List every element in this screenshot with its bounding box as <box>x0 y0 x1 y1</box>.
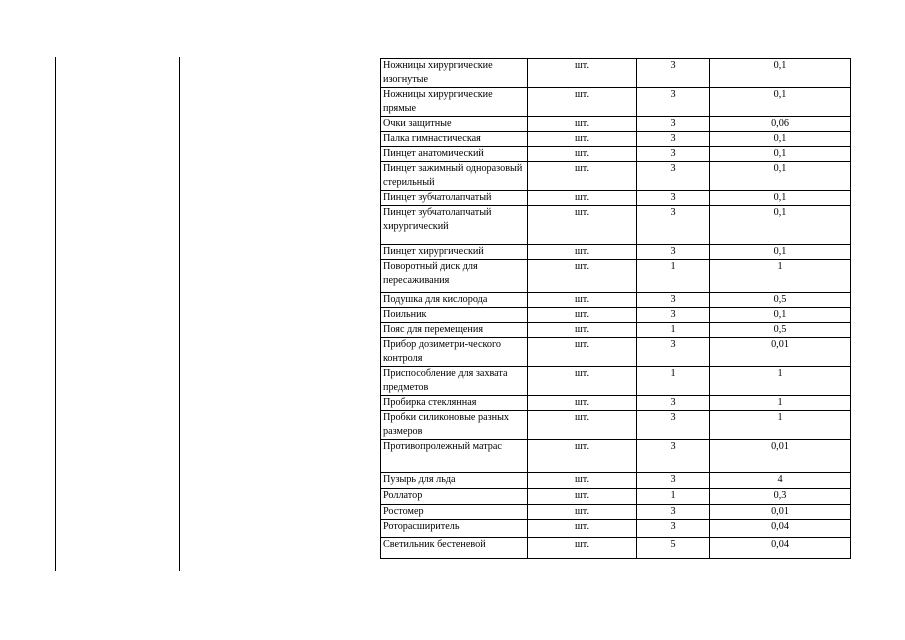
value-cell: 0,01 <box>710 505 851 520</box>
value-cell: 1 <box>710 396 851 411</box>
left-column-border-1 <box>55 57 56 571</box>
unit-cell: шт. <box>528 505 637 520</box>
unit-cell: шт. <box>528 245 637 260</box>
quantity-cell: 3 <box>637 396 710 411</box>
table-row <box>381 367 851 396</box>
value-cell: 1 <box>710 367 851 396</box>
table-row <box>381 147 851 162</box>
quantity-cell: 3 <box>637 245 710 260</box>
table-row <box>381 88 851 117</box>
item-name-cell: Прибор дозиметри-ческого контроля <box>381 338 528 367</box>
value-cell: 0,01 <box>710 338 851 367</box>
unit-cell: шт. <box>528 59 637 88</box>
table-row <box>381 473 851 489</box>
table-row <box>381 260 851 293</box>
table-row <box>381 59 851 88</box>
unit-cell: шт. <box>528 367 637 396</box>
left-column-border-2 <box>179 57 180 571</box>
quantity-cell: 3 <box>637 162 710 191</box>
quantity-cell: 3 <box>637 473 710 489</box>
table-row <box>381 293 851 308</box>
table-row <box>381 206 851 245</box>
unit-cell: шт. <box>528 338 637 367</box>
unit-cell: шт. <box>528 489 637 505</box>
unit-cell: шт. <box>528 260 637 293</box>
item-name-cell: Приспособление для захвата предметов <box>381 367 528 396</box>
table-row <box>381 132 851 147</box>
item-name-cell: Пинцет анатомический <box>381 147 528 162</box>
item-name-cell: Пинцет зубчатолапчатый <box>381 191 528 206</box>
quantity-cell: 3 <box>637 293 710 308</box>
unit-cell: шт. <box>528 191 637 206</box>
table-row <box>381 338 851 367</box>
quantity-cell: 3 <box>637 308 710 323</box>
item-name-cell: Ростомер <box>381 505 528 520</box>
item-name-cell: Поворотный диск для пересаживания <box>381 260 528 293</box>
unit-cell: шт. <box>528 396 637 411</box>
item-name-cell: Светильник бестеневой <box>381 538 528 559</box>
value-cell: 0,04 <box>710 538 851 559</box>
quantity-cell: 1 <box>637 260 710 293</box>
unit-cell: шт. <box>528 293 637 308</box>
item-name-cell: Палка гимнастическая <box>381 132 528 147</box>
table-row <box>381 440 851 473</box>
quantity-cell: 1 <box>637 367 710 396</box>
unit-cell: шт. <box>528 132 637 147</box>
table-row <box>381 489 851 505</box>
value-cell: 1 <box>710 411 851 440</box>
value-cell: 0,1 <box>710 59 851 88</box>
quantity-cell: 3 <box>637 132 710 147</box>
unit-cell: шт. <box>528 473 637 489</box>
item-name-cell: Очки защитные <box>381 117 528 132</box>
table-row <box>381 162 851 191</box>
quantity-cell: 3 <box>637 440 710 473</box>
value-cell: 0,5 <box>710 323 851 338</box>
item-name-cell: Роллатор <box>381 489 528 505</box>
value-cell: 0,5 <box>710 293 851 308</box>
quantity-cell: 3 <box>637 505 710 520</box>
item-name-cell: Поильник <box>381 308 528 323</box>
quantity-cell: 3 <box>637 59 710 88</box>
table-row <box>381 117 851 132</box>
value-cell: 0,1 <box>710 88 851 117</box>
item-name-cell: Пузырь для льда <box>381 473 528 489</box>
quantity-cell: 3 <box>637 411 710 440</box>
value-cell: 4 <box>710 473 851 489</box>
unit-cell: шт. <box>528 520 637 538</box>
quantity-cell: 3 <box>637 191 710 206</box>
table-row <box>381 308 851 323</box>
item-name-cell: Пояс для перемещения <box>381 323 528 338</box>
unit-cell: шт. <box>528 538 637 559</box>
quantity-cell: 1 <box>637 489 710 505</box>
quantity-cell: 3 <box>637 206 710 245</box>
value-cell: 0,04 <box>710 520 851 538</box>
value-cell: 0,01 <box>710 440 851 473</box>
quantity-cell: 1 <box>637 323 710 338</box>
value-cell: 0,1 <box>710 308 851 323</box>
value-cell: 0,1 <box>710 132 851 147</box>
table-row <box>381 505 851 520</box>
item-name-cell: Противопролежный матрас <box>381 440 528 473</box>
item-name-cell: Пинцет зажимный одноразовый стерильный <box>381 162 528 191</box>
unit-cell: шт. <box>528 147 637 162</box>
table-row <box>381 538 851 559</box>
unit-cell: шт. <box>528 440 637 473</box>
quantity-cell: 3 <box>637 117 710 132</box>
item-name-cell: Подушка для кислорода <box>381 293 528 308</box>
item-name-cell: Пробирка стеклянная <box>381 396 528 411</box>
table-row <box>381 396 851 411</box>
value-cell: 0,3 <box>710 489 851 505</box>
item-name-cell: Пробки силиконовые разных размеров <box>381 411 528 440</box>
table-row <box>381 323 851 338</box>
value-cell: 0,1 <box>710 206 851 245</box>
item-name-cell: Ножницы хирургические изогнутые <box>381 59 528 88</box>
quantity-cell: 3 <box>637 147 710 162</box>
quantity-cell: 3 <box>637 520 710 538</box>
unit-cell: шт. <box>528 162 637 191</box>
unit-cell: шт. <box>528 411 637 440</box>
table-row <box>381 245 851 260</box>
item-name-cell: Пинцет хирургический <box>381 245 528 260</box>
quantity-cell: 3 <box>637 338 710 367</box>
unit-cell: шт. <box>528 323 637 338</box>
table-row <box>381 520 851 538</box>
quantity-cell: 5 <box>637 538 710 559</box>
value-cell: 0,1 <box>710 245 851 260</box>
quantity-cell: 3 <box>637 88 710 117</box>
unit-cell: шт. <box>528 308 637 323</box>
value-cell: 0,1 <box>710 147 851 162</box>
unit-cell: шт. <box>528 117 637 132</box>
unit-cell: шт. <box>528 206 637 245</box>
item-name-cell: Ножницы хирургические прямые <box>381 88 528 117</box>
supply-table <box>380 58 851 559</box>
value-cell: 0,1 <box>710 191 851 206</box>
value-cell: 0,1 <box>710 162 851 191</box>
table-row <box>381 411 851 440</box>
item-name-cell: Пинцет зубчатолапчатый хирургический <box>381 206 528 245</box>
value-cell: 1 <box>710 260 851 293</box>
table-row <box>381 191 851 206</box>
value-cell: 0,06 <box>710 117 851 132</box>
item-name-cell: Роторасширитель <box>381 520 528 538</box>
unit-cell: шт. <box>528 88 637 117</box>
supply-table-body <box>381 59 851 559</box>
